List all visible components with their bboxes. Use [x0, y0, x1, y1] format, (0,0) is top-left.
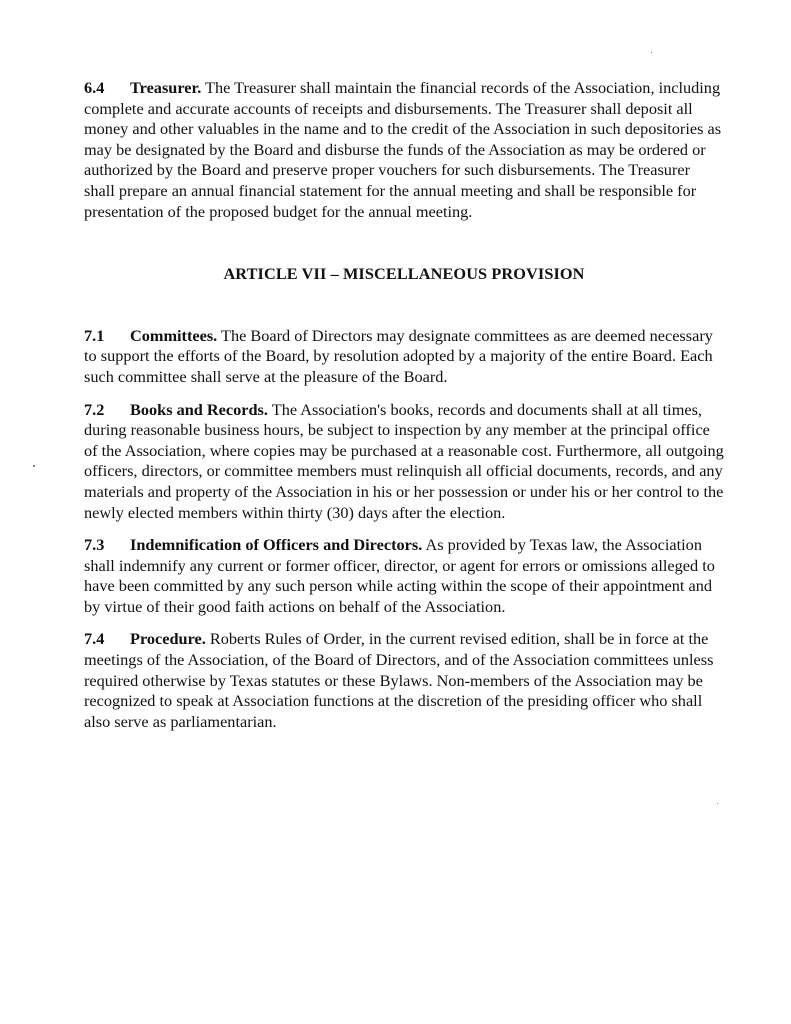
section-heading: Indemnification of Officers and Directors. — [130, 535, 423, 555]
section-paragraph — [84, 326, 724, 388]
section-paragraph — [84, 78, 724, 222]
section-7-1 — [84, 326, 724, 388]
section-body: The Treasurer shall maintain the financial records of the Association, including complete and accurate accounts of receipts and disbursements. The Treasurer shall deposit all money and other valuables in the name and to the credit of the Association in such depositories as may be designated by the Board and disburse the funds of the Association as may be ordered or authorized by the Board and preserve proper vouchers for such disbursements. The Treasurer shall prepare an annual financial statement for the annual meeting and shall be responsible for presentation of the proposed budget for the annual meeting. — [84, 78, 722, 221]
section-heading: Treasurer. — [130, 78, 202, 97]
section-body: As provided by Texas law, the Association shall indemnify any current or former officer, director, or agent for errors or omissions alleged to have been committed by any such person while acting within the scope of their appointment and by virtue of their good faith actions on behalf of the Association. — [84, 535, 715, 616]
scan-speck — [651, 52, 652, 53]
section-heading: Committees. — [130, 325, 218, 345]
article-title: ARTICLE VII – MISCELLANEOUS PROVISION — [223, 264, 585, 284]
section-number: 7.4 — [84, 629, 105, 649]
section-paragraph — [84, 535, 724, 617]
section-6-4 — [84, 78, 724, 222]
section-number: 7.1 — [84, 325, 105, 345]
section-number: 7.2 — [84, 399, 105, 419]
section-body: The Association's books, records and documents shall at all times, during reasonable business hours, be subject to inspection by any member at the principal office of the Association, where copies may be purchased at a reasonable cost. Furthermore, all outgoing officers, directors, or committee members must relinquish all official documents, records, and any materials and property of the Association in his or her possession or under his or her control to the newly elected members within thirty (30) days after the election. — [84, 399, 724, 522]
section-heading: Procedure. — [130, 629, 206, 649]
document-page — [84, 78, 724, 744]
scan-speck — [33, 465, 35, 467]
section-7-4 — [84, 629, 724, 732]
section-body: The Board of Directors may designate committees as are deemed necessary to support the efforts of the Board, by resolution adopted by a majority of the entire Board. Each such committee shall serve at the pleasure of the Board. — [84, 325, 713, 386]
section-paragraph — [84, 400, 724, 524]
section-7-2 — [84, 400, 724, 524]
scan-speck — [717, 803, 718, 804]
section-paragraph — [84, 629, 724, 732]
section-number: 6.4 — [84, 78, 105, 97]
section-body: Roberts Rules of Order, in the current revised edition, shall be in force at the meetings of the Association, of the Board of Directors, and of the Association committees unless required otherwise by Texas statutes or these Bylaws. Non-members of the Association may be recognized to speak at Association functions at the discretion of the presiding officer who shall also serve as parliamentarian. — [84, 629, 714, 731]
section-heading: Books and Records. — [130, 399, 268, 419]
section-number: 7.3 — [84, 535, 105, 555]
section-7-3 — [84, 535, 724, 617]
